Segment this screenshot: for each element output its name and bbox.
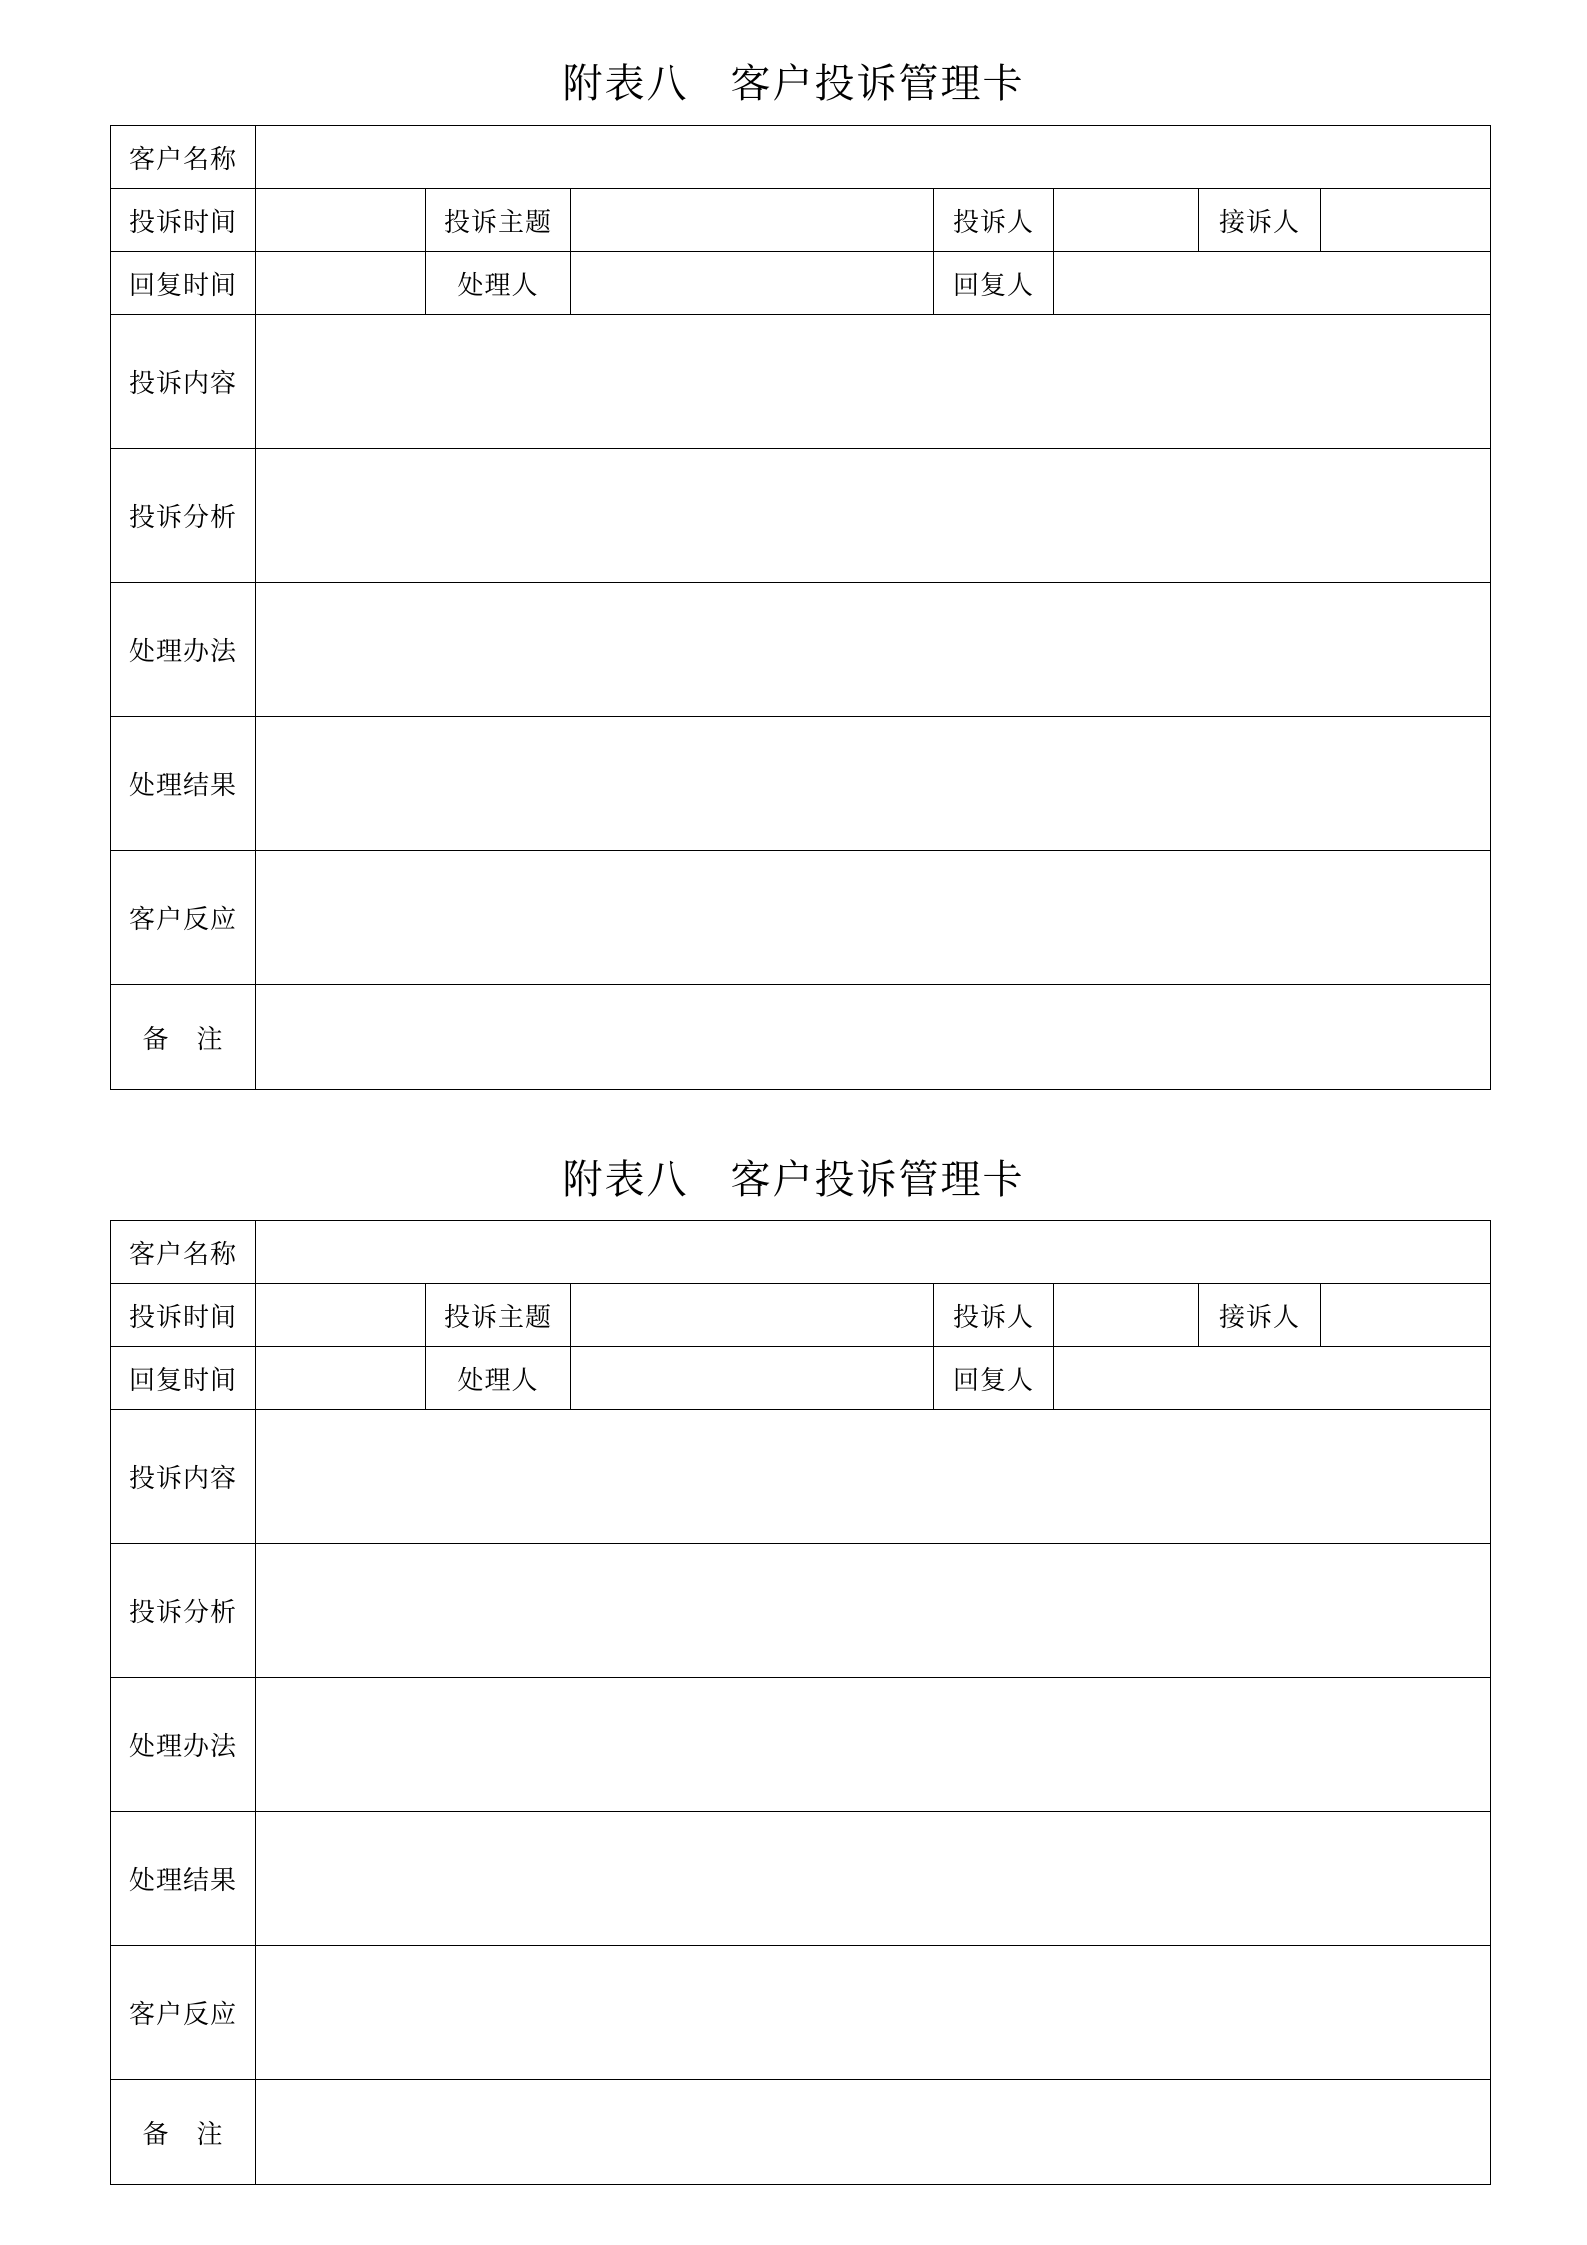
customer-feedback-field[interactable] [256, 851, 1491, 985]
complaint-subject-label: 投诉主题 [426, 189, 571, 252]
complaint-time-label: 投诉时间 [111, 1284, 256, 1347]
card-title: 附表八 客户投诉管理卡 [562, 61, 1025, 107]
customer-name-label: 客户名称 [111, 1221, 256, 1284]
complaint-content-label: 投诉内容 [111, 315, 256, 449]
complaint-analysis-label: 投诉分析 [111, 449, 256, 583]
card-title: 附表八 客户投诉管理卡 [562, 1157, 1025, 1203]
handling-result-label: 处理结果 [111, 1812, 256, 1946]
complainant-label: 投诉人 [934, 1284, 1054, 1347]
replier-label: 回复人 [934, 252, 1054, 315]
complainant-field[interactable] [1054, 1284, 1199, 1347]
replier-field[interactable] [1054, 252, 1491, 315]
customer-feedback-field[interactable] [256, 1946, 1491, 2080]
complaint-analysis-label: 投诉分析 [111, 1544, 256, 1678]
handling-method-field[interactable] [256, 1678, 1491, 1812]
complaint-analysis-field[interactable] [256, 449, 1491, 583]
complaint-content-label: 投诉内容 [111, 1410, 256, 1544]
handling-result-field[interactable] [256, 1812, 1491, 1946]
handler-label: 处理人 [426, 252, 571, 315]
complaint-time-label: 投诉时间 [111, 189, 256, 252]
handling-method-field[interactable] [256, 583, 1491, 717]
receiver-label: 接诉人 [1199, 1284, 1321, 1347]
complainant-field[interactable] [1054, 189, 1199, 252]
complaint-content-field[interactable] [256, 315, 1491, 449]
complaint-subject-field[interactable] [571, 1284, 934, 1347]
complaint-time-field[interactable] [256, 1284, 426, 1347]
customer-name-label: 客户名称 [111, 126, 256, 189]
reply-time-label: 回复时间 [111, 1347, 256, 1410]
remarks-field[interactable] [256, 2080, 1491, 2185]
handling-result-label: 处理结果 [111, 717, 256, 851]
complaint-subject-field[interactable] [571, 189, 934, 252]
handling-method-label: 处理办法 [111, 583, 256, 717]
receiver-field[interactable] [1321, 1284, 1491, 1347]
remarks-label: 备 注 [111, 985, 256, 1090]
remarks-field[interactable] [256, 985, 1491, 1090]
replier-field[interactable] [1054, 1347, 1491, 1410]
complaint-analysis-field[interactable] [256, 1544, 1491, 1678]
complaint-content-field[interactable] [256, 1410, 1491, 1544]
customer-feedback-label: 客户反应 [111, 1946, 256, 2080]
handler-label: 处理人 [426, 1347, 571, 1410]
customer-feedback-label: 客户反应 [111, 851, 256, 985]
customer-name-field[interactable] [256, 1221, 1491, 1284]
complaint-card-table [110, 125, 1491, 1090]
replier-label: 回复人 [934, 1347, 1054, 1410]
handler-field[interactable] [571, 252, 934, 315]
reply-time-field[interactable] [256, 1347, 426, 1410]
reply-time-label: 回复时间 [111, 252, 256, 315]
receiver-label: 接诉人 [1199, 189, 1321, 252]
handler-field[interactable] [571, 1347, 934, 1410]
complaint-time-field[interactable] [256, 189, 426, 252]
handling-result-field[interactable] [256, 717, 1491, 851]
complaint-subject-label: 投诉主题 [426, 1284, 571, 1347]
handling-method-label: 处理办法 [111, 1678, 256, 1812]
customer-name-field[interactable] [256, 126, 1491, 189]
complainant-label: 投诉人 [934, 189, 1054, 252]
receiver-field[interactable] [1321, 189, 1491, 252]
complaint-card-table [110, 1220, 1491, 2185]
remarks-label: 备 注 [111, 2080, 256, 2185]
reply-time-field[interactable] [256, 252, 426, 315]
